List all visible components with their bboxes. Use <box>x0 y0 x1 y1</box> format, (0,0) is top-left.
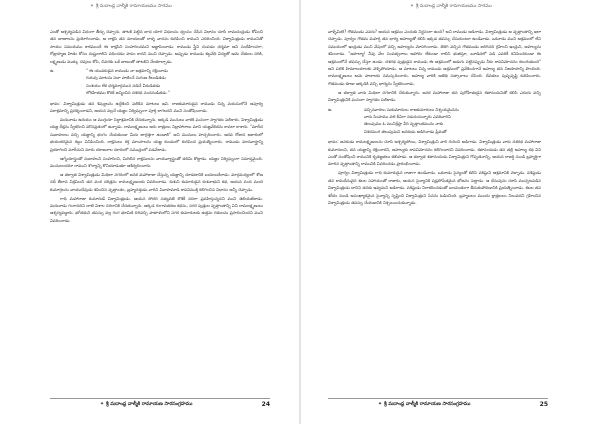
paragraph: మరునాడు ఉదయం ఆ ముగ్గురూ సిద్ధాశ్రమానికి చేరుకున్నారు. అక్కడి మునులు వారికి ఘనంగా స్వాగతం పలికారు. విశ్వామిత్రుడు యజ్ఞ దీక్షను స్వీకరించి మౌనవ్రతంలో ఉన్నాడు. రామలక్ష్మణులు ఆరు రాత్రులు నిద్రాహారాలు మాని యజ్ఞవేదికను కాపలా కాశారు. "మారీచ సుబాహులు వచ్చి యజ్ఞాన్ని భంగం చేయకుండా మీరు జాగ్రత్తగా ఉండాలి" అని మునులు హెచ్చరించారు. ఆరవ రోజున ఆకాశంలో భయంకరమైన శబ్దం వినిపించింది. రాక్షసులు రక్త మాంసాలను యజ్ఞ కుండంలో కురిపించ ప్రయత్నించారు. రాముడు మానవాస్త్రాన్ని ప్రయోగించి మారీచుని నూరు యోజనాల దూరంలో సముద్రంలో పడవేశాడు. <box>50 116 263 152</box>
running-head: ✦ శ్రీ మదాంధ్ర వాల్మీకి రామాయణము సారము <box>90 4 172 9</box>
page-body <box>50 28 263 226</box>
page-footer <box>328 398 548 413</box>
verse-line: విశదముగ తెలుపుమని జనకుడు అడిగినాడు ప్రేమతో <box>364 128 447 134</box>
star-ornament-icon: ✦ <box>100 402 105 407</box>
page-number: 25 <box>539 401 548 408</box>
paragraph: పూర్వం విశ్వామిత్రుడు గాధి కుమారుడైన రాజుగా ఉండేవాడు. ఒకనాడు సైన్యంతో కలిసి వశిష్ఠుని ఆశ్రమానికి వెళ్ళాడు. వశిష్ఠుడు తన కామధేనువైన శబల సహాయంతో రాజుకు, ఆయన సైన్యానికి షడ్రసోపేతమైన భోజనం పెట్టాడు. ఆ ధేనువును చూసి ముచ్చటపడిన విశ్వామిత్రుడు దానిని తనకు ఇవ్వమని అడిగాడు. వశిష్ఠుడు నిరాకరించడంతో బలవంతంగా తీసుకుపోవడానికి ప్రయత్నించాడు. శబల తన శరీరం నుండి అసంఖ్యాకమైన సైన్యాన్ని సృష్టించి విశ్వామిత్రుని సేనను ఓడించింది. బ్రహ్మబలం ముందు క్షాత్రబలం నిలువదని గ్రహించిన విశ్వామిత్రుడు తపస్సు చేయడానికి నిశ్చయించుకున్నాడు. <box>328 170 541 205</box>
paragraph: గాధి మహారాజు కుమారుడే విశ్వామిత్రుడు. ఆయన సోదరి సత్యవతి కౌశికీ నదిగా ప్రవహిస్తున్నదని ముని తెలియజేశాడు. మరునాడు గంగానదిని దాటి విశాల నగరానికి చేరుకున్నారు. అక్కడ గంగావతరణ కథను, సగర పుత్రుల వృత్తాంతాన్ని విని రామలక్ష్మణులు ఆశ్చర్యపడ్డారు. భగీరథుని తపస్సు వల్ల గంగ భూమికి దిగివచ్చి పాతాళంలోని సగర కుమారులకు ఉత్తమ గతులను ప్రసాదించిందని ముని వివరించాడు. <box>50 195 263 223</box>
running-head: ✦ శ్రీ మదాంధ్ర వాల్మీకి రామాయణము సారము <box>410 4 492 9</box>
star-ornament-icon: ✦ <box>410 4 414 9</box>
verse-line: " ఈ యువకుడైన రాముడు నా ఆశ్రమాన్ని రక్షించాడు <box>86 68 168 74</box>
footer-title: ✦ శ్రీ మదాంధ్ర వాల్మీకి రామాయణ సారసంగ్రహము <box>378 402 471 407</box>
paragraph: ఆ తర్వాత విశ్వామిత్రుడు మిథిలా నగరంలో జనక మహారాజు చేస్తున్న యజ్ఞాన్ని చూడటానికి బయలుదేరాడు. మార్గమధ్యంలో శోణ నదీ తీరాన విశ్రమించి తన వంశ చరిత్రను రామలక్ష్మణులకు వివరించాడు. కుశుని కుమారుడైన కుశనాభుని కథ, ఆయన వంద మంది కుమార్తెలను వాయుదేవుడు శపించిన వృత్తాంతం, బ్రహ్మదత్తుడు వారిని వివాహమాడి శాపవిముక్తి కలిగించిన విధానం అన్నీ చెప్పాడు. <box>50 171 263 192</box>
verse-line: వచ్చినవారలు సుకుమారులు రాజకుమారులు నిశ్చయమైనను <box>364 106 459 112</box>
page-body <box>328 28 541 208</box>
verse-line: గురువు మాటను సదా పాటించే సుగుణ శీలుడితడు <box>86 75 166 81</box>
star-ornament-icon: ✦ <box>90 4 94 9</box>
verse-line: తెలుపుము ఓ మునిశ్రేష్ఠా వీరి వృత్తాంతమును నాకు <box>364 121 444 127</box>
verse-line: సంశయం లేక ధర్మమార్గమున నడిచే వీరుడితడు <box>86 82 161 88</box>
page-number: 24 <box>261 401 270 408</box>
paragraph: ఆ తర్వాత వారు మిథిలా నగరానికి చేరుకున్నారు. జనక మహారాజు తన పురోహితుడైన శతానందునితో కలిసి ఎదురు వచ్చి విశ్వామిత్రునికి ఘనంగా స్వాగతం పలికాడు. <box>328 89 541 103</box>
verse-line: లోకహితము కొరకే జన్మించిన దశరథ నందనుడితడు " <box>86 90 170 96</box>
verse-block <box>328 106 541 136</box>
verse-marker: ఉ. <box>50 68 55 74</box>
verse-line: వారు సింహము వలె ఠీవిగా నడచుచున్నారు ఎవరివారిని <box>364 113 451 119</box>
verse-block <box>50 67 263 97</box>
star-ornament-icon: ✦ <box>378 402 383 407</box>
paragraph: భావం: విశ్వామిత్రుడు తన శిష్యులను ఉద్దేశించి పలికిన మాటలు ఇవి. రాజకుమారుడైన రాముడు చిన్న వయసులోనే అపూర్వ పరాక్రమాన్ని ప్రదర్శించాడని, ఆయన వల్లనే యజ్ఞం నిర్విఘ్నంగా పూర్తి కాగలదని ముని సంతోషించాడు. <box>50 100 263 114</box>
paragraph: భావం: జనకుడు రామలక్ష్మణులను చూసి ఆశ్చర్యపోయి, విశ్వామిత్రుని వారి గురించి అడిగాడు. విశ్వామిత్రుడు వారు దశరథ మహారాజు కుమారులని, తన యజ్ఞాన్ని రక్షించారని, అహల్యకు శాపవిమోచనం కలిగించారని వివరించాడు. శతానందుడు తన తల్లి అహల్య కథ విని ఎంతో సంతోషించి రామునికి కృతజ్ఞతలు తెలిపాడు. ఆ తర్వాత శతానందుడు విశ్వామిత్రుని గొప్పతనాన్ని, ఆయన రాజర్షి నుండి బ్రహ్మర్షిగా మారిన వృత్తాంతాన్ని రామునికి వివరించడం ప్రారంభించాడు. <box>328 139 541 167</box>
footer-title: ✦ శ్రీ మదాంధ్ర వాల్మీకి రామాయణ సారసంగ్రహము <box>100 402 193 407</box>
paragraph: ఆగ్నేయాస్త్రంతో సుబాహుని సంహరించి, మిగిలిన రాక్షసులను వాయవ్యాస్త్రంతో తరిమి కొట్టాడు. యజ్ఞం నిర్విఘ్నంగా సమాప్తమైంది. మునులందరూ రాముని శౌర్యాన్ని కొనియాడుతూ ఆశీర్వదించారు. <box>50 155 263 168</box>
verse-marker: ఉ. <box>328 106 333 112</box>
page-footer <box>50 398 270 413</box>
right-page <box>300 0 600 424</box>
paragraph: వాళ్ళేమిటి? గౌతముడు ఎవరు? ఆయన ఆశ్రమం ఎందుకు నిర్జనంగా ఉంది? అని రాముడు అడిగాడు. విశ్వామిత్రుడు ఆ వృత్తాంతాన్ని ఇలా చెప్పాడు. పూర్వం గౌతమ మహర్షి తన భార్య అహల్యతో కలిసి ఇక్కడ తపస్సు చేసుకుంటూ ఉండేవాడు. ఒకనాడు ముని ఆశ్రమంలో లేని సమయంలో ఇంద్రుడు ముని వేషంలో వచ్చి అహల్యను మోసగించాడు. తిరిగి వచ్చిన గౌతముడు జరిగినది గ్రహించి ఇంద్రుని, అహల్యను శపించాడు. "అహల్యా! నీవు వేల సంవత్సరాలు ఆహారం లేకుండా గాలిని భుజిస్తూ, బూడిదలో పడి ఎవరికీ కనిపించకుండా ఈ ఆశ్రమంలోనే తపస్సు చేస్తూ ఉండు. దశరథ పుత్రుడైన రాముడు ఈ ఆశ్రమంలో అడుగు పెట్టినప్పుడు నీకు శాపవిమోచనం కలుగుతుంది" అని పలికి హిమాలయాలకు వెళ్ళిపోయాడు. ఆ మాటలు విన్న రాముడు ఆశ్రమంలో ప్రవేశించగానే అహల్య తన నిజరూపాన్ని పొందింది. రామలక్ష్మణులు ఆమె పాదాలకు నమస్కరించారు. అహల్య వారికి అతిథి సత్కారాలు చేసింది. దేవతలు పుష్పవృష్టి కురిపించారు. గౌతముడు కూడా అక్కడికి వచ్చి భార్యను స్వీకరించాడు. <box>328 29 541 86</box>
paragraph: ఎంతో ఆశ్చర్యపడిన విధంగా తీర్పు చెప్పారు. తాటకి పెట్టిన బాధ యాగ విధులను ధ్వంసం చేసిన విధానం చూసి రామచంద్రుడు కోపించి తన బాణాలను ప్రయోగించాడు. ఆ రాక్షసి తన మాయలతో రాళ్ళ వానను కురిపించి రాముని ఎదిరించింది. విశ్వామిత్రుడు రామునితో సాయం సమయము కాకముందే ఈ రాక్షసిని సంహరించమని ఆజ్ఞాపించాడు. రాముడు స్త్రీని చంపడం ధర్మమా అని సందేహించగా, గోబ్రాహ్మణ హితం కోసం దుష్టురాలిని వధించడం పాపం కాదని ముని చెప్పాడు. అప్పుడు రాముడు శబ్దవేధి విద్యతో ఆమె చేతులు నరికి, లక్ష్మణుడు ముక్కు చెవులు కోసి, చివరకు ఒకే బాణంతో తాటకిని నేలకూల్చాడు. <box>50 29 263 64</box>
